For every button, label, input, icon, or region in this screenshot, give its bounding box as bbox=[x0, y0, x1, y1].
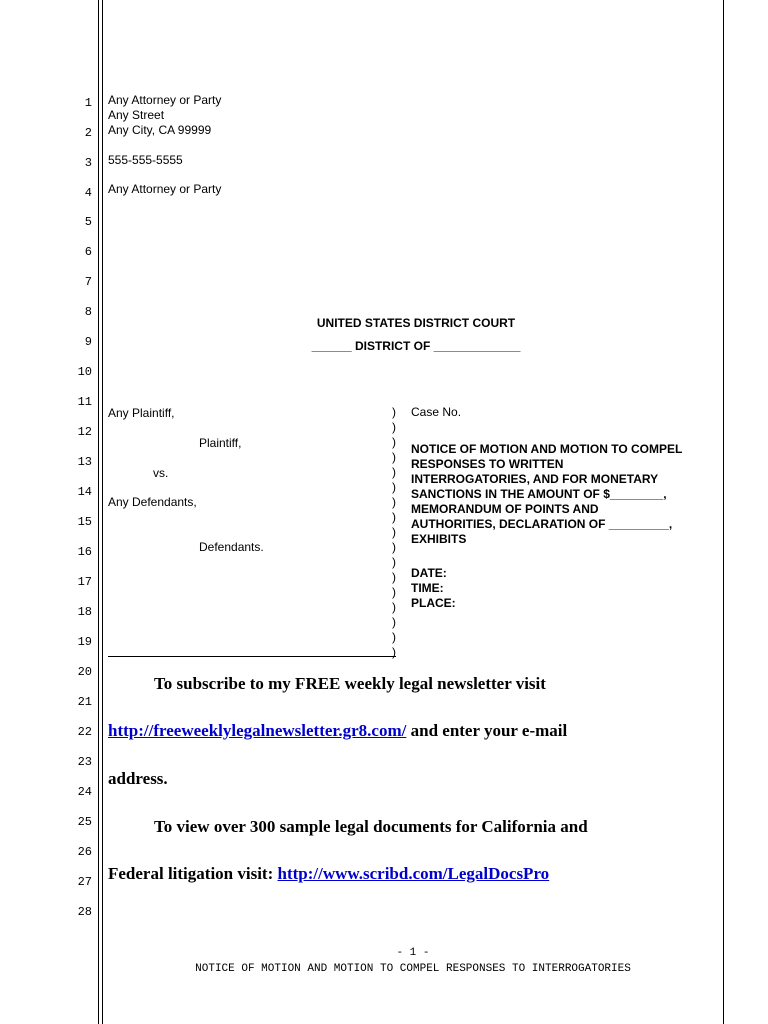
document-title-line: RESPONSES TO WRITTEN bbox=[411, 457, 564, 471]
document-title-line: NOTICE OF MOTION AND MOTION TO COMPEL bbox=[411, 442, 683, 456]
line-number: 6 bbox=[84, 245, 92, 259]
newsletter-line-end: address. bbox=[108, 769, 168, 788]
right-margin-line-bottom bbox=[723, 256, 724, 1024]
line-number: 3 bbox=[84, 156, 92, 170]
caption-paren: ) bbox=[392, 495, 396, 509]
line-number: 12 bbox=[77, 425, 92, 439]
page-number: - 1 - bbox=[396, 947, 430, 959]
sample-docs-line: To view over 300 sample legal documents for California and bbox=[154, 817, 588, 836]
caption-underline bbox=[108, 656, 396, 657]
line-number: 18 bbox=[77, 605, 92, 619]
line-number: 23 bbox=[77, 755, 92, 769]
document-title-line: EXHIBITS bbox=[411, 532, 467, 546]
line-number: 15 bbox=[77, 515, 92, 529]
line-number: 24 bbox=[77, 785, 92, 799]
caption-paren: ) bbox=[392, 645, 396, 659]
line-number: 4 bbox=[84, 186, 92, 200]
case-number-label: Case No. bbox=[411, 405, 462, 419]
attorney-phone: 555-555-5555 bbox=[108, 153, 183, 167]
line-number: 2 bbox=[84, 126, 92, 140]
caption-paren: ) bbox=[392, 465, 396, 479]
caption-paren: ) bbox=[392, 480, 396, 494]
caption-paren: ) bbox=[392, 555, 396, 569]
attorney-for: Any Attorney or Party bbox=[108, 182, 222, 196]
newsletter-link-suffix: and enter your e-mail bbox=[410, 721, 568, 740]
line-number: 8 bbox=[84, 305, 92, 319]
line-number: 25 bbox=[77, 815, 92, 829]
caption-paren: ) bbox=[392, 630, 396, 644]
document-title-line: INTERROGATORIES, AND FOR MONETARY bbox=[411, 472, 659, 486]
hearing-place-label: PLACE: bbox=[411, 596, 456, 610]
caption-paren: ) bbox=[392, 585, 396, 599]
attorney-city: Any City, CA 99999 bbox=[108, 123, 212, 137]
line-number: 5 bbox=[84, 215, 92, 229]
document-title-line: AUTHORITIES, DECLARATION OF _________, bbox=[411, 517, 673, 531]
line-number: 17 bbox=[77, 575, 92, 589]
line-number: 27 bbox=[77, 875, 92, 889]
line-number: 10 bbox=[77, 365, 92, 379]
caption-paren: ) bbox=[392, 525, 396, 539]
line-number: 1 bbox=[84, 96, 92, 110]
versus-label: vs. bbox=[153, 466, 169, 480]
caption-paren: ) bbox=[392, 510, 396, 524]
left-margin-line-outer bbox=[98, 0, 99, 1024]
defendant-role: Defendants. bbox=[199, 540, 264, 554]
caption-paren: ) bbox=[392, 450, 396, 464]
line-number: 22 bbox=[77, 725, 92, 739]
plaintiff-name: Any Plaintiff, bbox=[108, 406, 175, 420]
caption-paren: ) bbox=[392, 615, 396, 629]
court-district: ______ DISTRICT OF _____________ bbox=[311, 339, 521, 353]
line-number: 21 bbox=[77, 695, 92, 709]
document-title-line: SANCTIONS IN THE AMOUNT OF $________, bbox=[411, 487, 667, 501]
line-number: 19 bbox=[77, 635, 92, 649]
sample-docs-prefix: Federal litigation visit: bbox=[108, 864, 274, 883]
line-number: 13 bbox=[77, 455, 92, 469]
line-number: 20 bbox=[77, 665, 92, 679]
caption-paren: ) bbox=[392, 420, 396, 434]
line-number: 11 bbox=[77, 395, 92, 409]
scribd-link[interactable]: http://www.scribd.com/LegalDocsPro bbox=[277, 864, 550, 883]
document-title-line: MEMORANDUM OF POINTS AND bbox=[411, 502, 599, 516]
attorney-name: Any Attorney or Party bbox=[108, 93, 222, 107]
footer-title: NOTICE OF MOTION AND MOTION TO COMPEL RESPONSES TO INTERROGATORIES bbox=[195, 963, 631, 975]
line-number: 14 bbox=[77, 485, 92, 499]
court-name: UNITED STATES DISTRICT COURT bbox=[316, 316, 516, 330]
caption-paren: ) bbox=[392, 540, 396, 554]
line-number: 28 bbox=[77, 905, 92, 919]
sample-docs-link-line bbox=[108, 864, 549, 884]
plaintiff-role: Plaintiff, bbox=[199, 436, 242, 450]
caption-paren: ) bbox=[392, 405, 396, 419]
line-number: 9 bbox=[84, 335, 92, 349]
left-margin-line-inner bbox=[102, 0, 103, 1024]
newsletter-link-line bbox=[108, 721, 567, 741]
hearing-time-label: TIME: bbox=[411, 581, 444, 595]
line-number: 16 bbox=[77, 545, 92, 559]
defendant-name: Any Defendants, bbox=[108, 495, 197, 509]
caption-paren: ) bbox=[392, 570, 396, 584]
right-margin-line-top bbox=[723, 0, 724, 256]
line-number: 26 bbox=[77, 845, 92, 859]
line-number: 7 bbox=[84, 275, 92, 289]
caption-paren: ) bbox=[392, 600, 396, 614]
hearing-date-label: DATE: bbox=[411, 566, 447, 580]
caption-paren: ) bbox=[392, 435, 396, 449]
newsletter-link[interactable]: http://freeweeklylegalnewsletter.gr8.com/ bbox=[108, 721, 407, 740]
attorney-street: Any Street bbox=[108, 108, 165, 122]
newsletter-line: To subscribe to my FREE weekly legal newsletter visit bbox=[154, 674, 546, 693]
